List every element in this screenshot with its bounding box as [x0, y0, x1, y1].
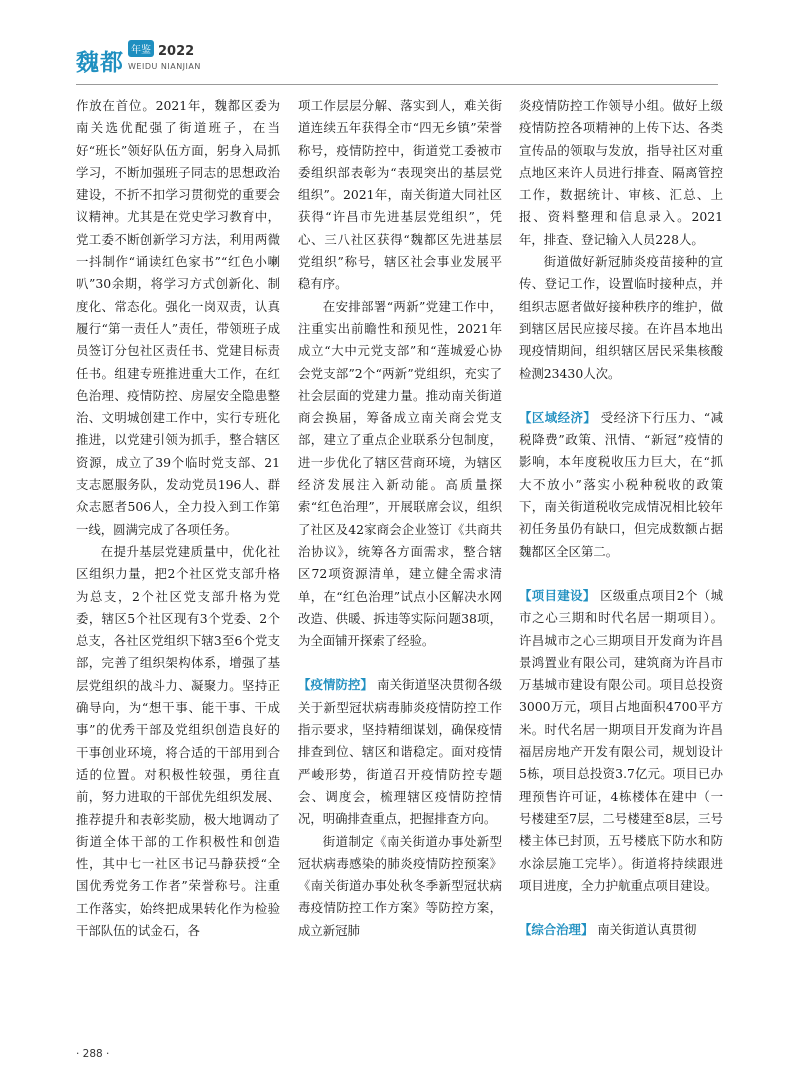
header-divider	[76, 84, 718, 85]
paragraph-text: 受经济下行压力、“减税降费”政策、汛情、“新冠”疫情的影响，本年度税收压力巨大，在“抓大不放小”落实小税种税收的政策下，南关街道税收完成情况相比较年初任务虽仍有缺口，但完成数额占据魏都区全区第二。	[519, 409, 723, 559]
yearbook-logo-year: 2022	[158, 44, 195, 59]
section-paragraph-epidemic	[298, 674, 502, 830]
page-header	[76, 38, 276, 82]
paragraph-text: 南关街道认真贯彻	[597, 922, 697, 938]
yearbook-logo-badge: 年鉴	[128, 40, 154, 57]
section-heading-comprehensive-governance: 【综合治理】	[519, 922, 594, 938]
section-paragraph-economy	[519, 407, 723, 563]
paragraph: 项工作层层分解、落实到人，难关街道连续五年获得全市“四无乡镇”荣誉称号，疫情防控中，街道党工委被市委组织部表彰为“表现突出的基层党组织”。2021年，南关街道大同社区获得“许昌市先进基层党组织”，凭心、三八社区获得“魏都区先进基层党组织”称号，辖区社会事业发展平稳有序。	[298, 98, 502, 292]
text-column-3	[519, 95, 723, 941]
paragraph: 街道做好新冠肺炎疫苗接种的宣传、登记工作，设置临时接种点，并组织志愿者做好接种秩序的维护，做到辖区居民应接尽接。在许昌本地出现疫情期间，组织辖区居民采集核酸检测23430人次。	[519, 254, 723, 381]
paragraph: 炎疫情防控工作领导小组。做好上级疫情防控各项精神的上传下达、各类宣传品的领取与发放，指导社区对重点地区来许人员进行排查、隔离管控工作，数据统计、审核、汇总、上报、资料整理和信息录入。2021年，排查、登记输入人员228人。	[519, 98, 723, 247]
paragraph: 在提升基层党建质量中，优化社区组织力量，把2个社区党支部升格为总支，2个社区党支部升格为党委，辖区5个社区现有3个党委、2个总支，各社区党组织下辖3至6个党支部，完善了组织架构体系，增强了基层党组织的战斗力、凝聚力。坚持正确导向，为“想干事、能干事、干成事”的优秀干部及党组织创造良好的干事创业环境，将合适的干部用到合适的位置。对积极性较强，勇往直前，努力进取的干部优先组织发展、推荐提升和表彰奖励，极大地调动了街道全体干部的工作积极性和创造性，其中七一社区书记马静获授“全国优秀党务工作者”荣誉称号。注重工作落实，始终把成果转化作为检验干部队伍的试金石，各	[76, 543, 280, 938]
paragraph: 街道制定《南关街道办事处新型冠状病毒感染的肺炎疫情防控预案》《南关街道办事处秋冬季新型冠状病毒疫情防控工作方案》等防控方案，成立新冠肺	[298, 833, 502, 938]
section-paragraph-projects	[519, 585, 723, 897]
page-number: · 288 ·	[76, 1048, 110, 1060]
section-heading-epidemic-control: 【疫情防控】	[298, 677, 374, 693]
section-paragraph-governance	[519, 919, 723, 941]
paragraph: 作放在首位。2021年，魏都区委为南关选优配强了街道班子，在当好“班长”领好队伍方面，躬身入局抓学习，不断加强班子同志的思想政治建设，不折不扣学习贯彻党的重要会议精神。尤其是在党史学习教育中，党工委不断创新学习方法，利用两微一抖制作“诵读红色家书”“红色小喇叭”30余期，将学习方式创新化、制度化、常态化。强化一岗双责，认真履行“第一责任人”责任，带领班子成员签订分包社区责任书、党建目标责任书。组建专班推进重大工作，在红色治理、疫情防控、房屋安全隐患整治、文明城创建工作中，实行专班化推进，以党建引领为抓手，整合辖区资源，成立了39个临时党支部、21支志愿服务队，发动党员196人、群众志愿者506人，全力投入到工作第一线，圆满完成了各项任务。	[76, 98, 280, 537]
paragraph-text: 南关街道坚决贯彻各级关于新型冠状病毒肺炎疫情防控工作指示要求，坚持精细谋划，确保疫情排查到位、辖区和谐稳定。面对疫情严峻形势，街道召开疫情防控专题会、调度会，梳理辖区疫情防控情况，明确排查重点，把握排查方向。	[298, 677, 503, 827]
text-column-2	[298, 95, 502, 942]
yearbook-logo-title: 魏都	[76, 50, 124, 76]
text-column-1	[76, 95, 280, 942]
yearbook-logo-subtitle: WEIDU NIANJIAN	[128, 62, 201, 71]
section-heading-regional-economy: 【区域经济】	[519, 409, 597, 425]
paragraph: 在安排部署“两新”党建工作中，注重实出前瞻性和预见性，2021年成立“大中元党支部”和“莲城爱心协会党支部”2个“两新”党组织，充实了社会层面的党建力量。推动南关街道商会换届，筹备成立南关商会党支部，建立了重点企业联系分包制度，进一步优化了辖区营商环境，为辖区经济发展注入新动能。高质量探索“红色治理”，开展联席会议，组织了社区及42家商会企业签订《共商共治协议》，统筹各方面需求，整合辖区72项资源清单，建立健全需求清单，在“红色治理”试点小区解决水网改造、供暖、拆违等实际问题38项，为全面铺开探索了经验。	[298, 298, 502, 649]
section-heading-project-construction: 【项目建设】	[519, 587, 596, 603]
paragraph-text: 区级重点项目2个（城市之心三期和时代名居一期项目）。许昌城市之心三期项目开发商为许昌景鸿置业有限公司，建筑商为许昌市万基城市建设有限公司。项目总投资3000万元，项目占地面积4700平方米。时代名居一期项目开发商为许昌福居房地产开发有限公司，规划设计5栋，项目总投资3.7亿元。项目已办理预售许可证，4栋楼体在建中（一号楼建至7层，二号楼建至8层，三号楼主体已封顶，五号楼底下防水和防水涂层施工完毕）。街道将持续跟进项目进度，全力护航重点项目建设。	[519, 587, 724, 893]
